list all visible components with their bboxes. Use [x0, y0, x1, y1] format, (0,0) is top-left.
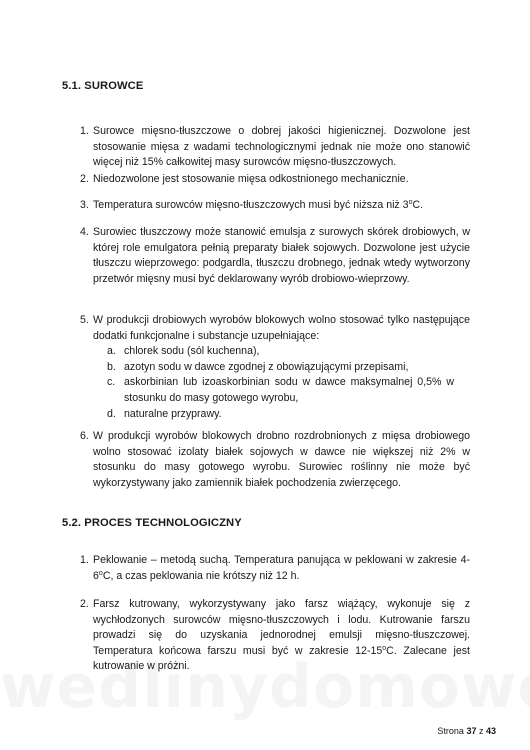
sub-item: c. askorbinian lub izoaskorbinian sodu w dawce maksymalnej 0,5% w stosunku do masy gotowego wyrobu,	[107, 376, 454, 404]
list-item	[80, 124, 470, 171]
item-number: 4.	[80, 226, 89, 238]
item-number: 3.	[80, 199, 89, 211]
item-text: Farsz kutrowany, wykorzystywany jako farsz wiążący, wykonuje się z wychłodzonych surowców mięsno-tłuszczowych i lodu. Kutrowanie farszu prowadzi się do uzyskania jednorodnej emulsji mięsno-tłuszczowej. Temperatura końcowa farszu musi być w zakresie 12-15$^o$C. Zalecane jest kutrowanie w próżni.	[93, 598, 470, 673]
item-number: 6.	[80, 430, 89, 442]
item-number: 2.	[80, 598, 89, 610]
item-number: 2.	[80, 173, 89, 185]
section-heading-proces: 5.2. PROCES TECHNOLOGICZNY	[62, 517, 242, 529]
sub-item: d. naturalne przyprawy.	[107, 407, 222, 420]
list-item	[80, 429, 470, 491]
list-item	[80, 225, 470, 287]
item-text: Peklowanie – metodą suchą. Temperatura panująca w peklowani w zakresie 4-6$^o$C, a czas peklowania nie krótszy niż 12 h.	[93, 554, 470, 582]
item-text: W produkcji drobiowych wyrobów blokowych wolno stosować tylko następujące dodatki funkcjonalne i substancje uzupełniające:	[93, 314, 470, 342]
list-item	[80, 198, 470, 214]
item-number: 5.	[80, 314, 89, 326]
item-text: Surowiec tłuszczowy może stanowić emulsja z surowych skórek drobiowych, w której role emulgatora pełnią preparaty białek sojowych. Dozwolone jest użycie tłuszczu wieprzowego: podgardla, tłuszczu drobnego, jednak wtedy wytworzony przetwór mięsny musi być deklarowany wyrób drobiowo-wieprzowy.	[93, 226, 470, 285]
item-text: Surowce mięsno-tłuszczowe o dobrej jakości higienicznej. Dozwolone jest stosowanie mięsa z wadami technologicznymi jednak nie może ono stanowić więcej niż 15% całkowitej masy surowców mięsno-tłuszczowych.	[93, 125, 470, 169]
item-text: Niedozwolone jest stosowanie mięsa odkostnionego mechanicznie.	[93, 173, 409, 185]
sub-item: a. chlorek sodu (sól kuchenna),	[107, 345, 260, 358]
item-text: Temperatura surowców mięsno-tłuszczowych musi być niższa niż 3$^o$C.	[93, 199, 424, 211]
page-footer: Strona 37 z 43	[437, 726, 496, 736]
watermark	[0, 652, 530, 722]
list-item	[80, 172, 470, 188]
sub-item: b. azotyn sodu w dawce zgodnej z obowiązującymi przepisami,	[107, 360, 409, 373]
list-item	[80, 553, 470, 584]
item-number: 1.	[80, 554, 89, 566]
list-item	[80, 313, 470, 422]
item-number: 1.	[80, 125, 89, 137]
item-text: W produkcji wyrobów blokowych drobno rozdrobnionych z mięsa drobiowego wolno stosować izolaty białek sojowych w dawce nie większej niż 2% w stosunku do masy gotowego wyrobu. Surowiec roślinny nie może być wykorzystywany jako zamiennik białek pochodzenia zwierzęcego.	[93, 430, 470, 489]
section-heading-surowce: 5.1. SUROWCE	[62, 80, 144, 92]
